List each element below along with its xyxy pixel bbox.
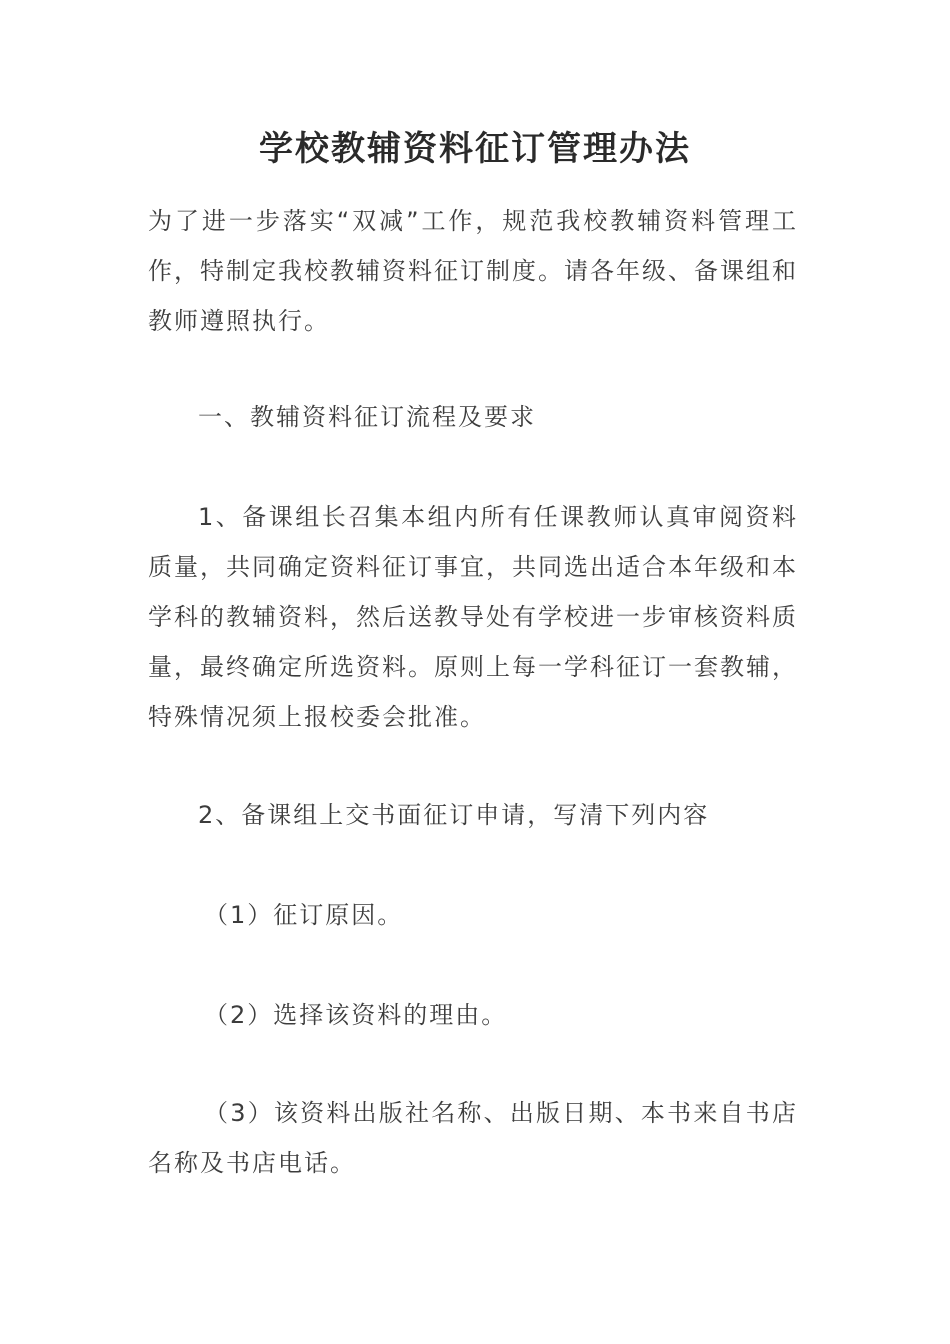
- sub-item-1: （1）征订原因。: [204, 901, 404, 929]
- document-title: 学校教辅资料征订管理办法: [259, 129, 691, 169]
- sub-item-3: （3）该资料出版社名称、出版日期、本书来自书店名称及书店电话。: [148, 1099, 798, 1177]
- sub-item-2: （2）选择该资料的理由。: [204, 1001, 508, 1029]
- intro-paragraph: 为了进一步落实“双减”工作，规范我校教辅资料管理工作，特制定我校教辅资料征订制度。请各年级、备课组和教师遵照执行。: [148, 207, 798, 335]
- section-heading: 一、教辅资料征订流程及要求: [198, 403, 536, 431]
- item-1-paragraph: 1、备课组长召集本组内所有任课教师认真审阅资料质量，共同确定资料征订事宜，共同选出适合本年级和本学科的教辅资料，然后送教导处有学校进一步审核资料质量，最终确定所选资料。原则上每一学科征订一套教辅，特殊情况须上报校委会批准。: [148, 503, 798, 731]
- item-2-paragraph: 2、备课组上交书面征订申请，写清下列内容: [198, 801, 710, 829]
